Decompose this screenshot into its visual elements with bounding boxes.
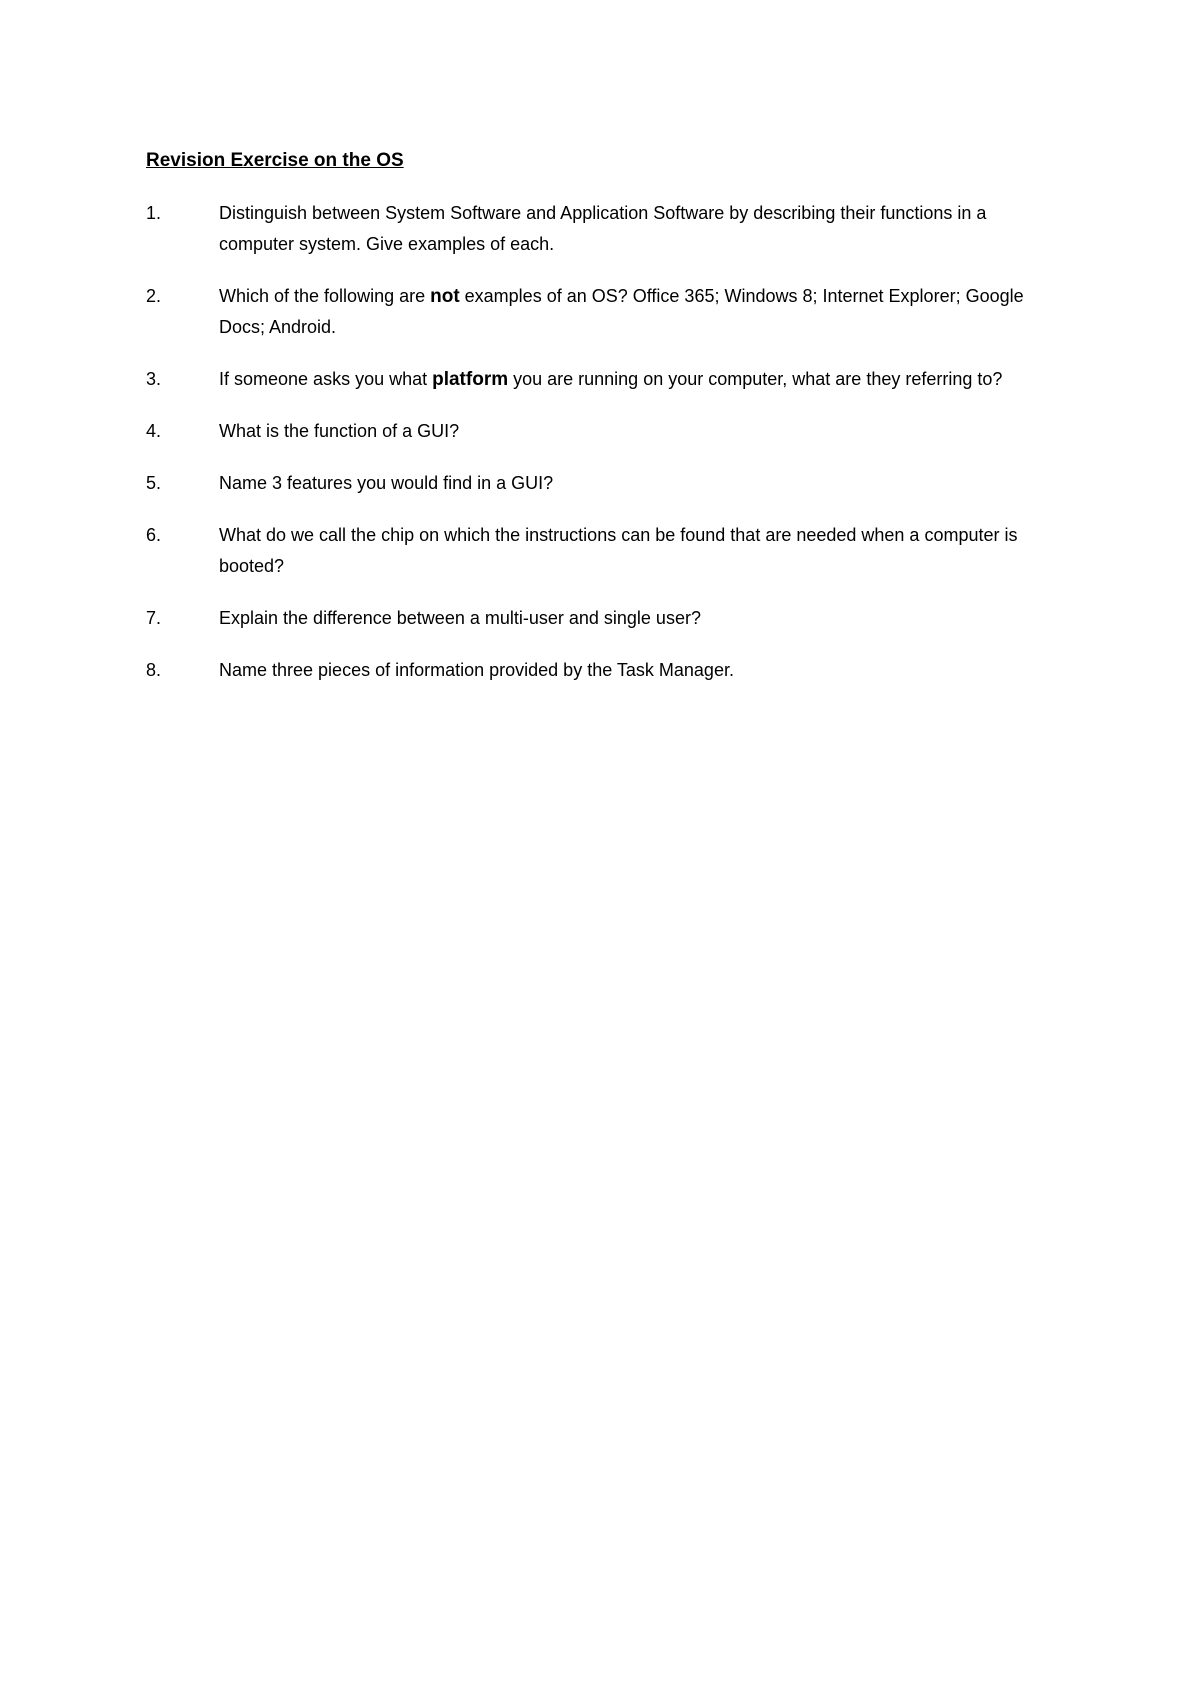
- question-number: 5.: [146, 473, 162, 493]
- question-text: What is the function of a GUI?: [219, 421, 460, 441]
- question-7: [146, 603, 1066, 634]
- question-list: [146, 198, 1066, 686]
- question-number: 4.: [146, 421, 162, 441]
- question-2: [146, 281, 1066, 343]
- question-text-before: If someone asks you what: [219, 369, 433, 389]
- question-number: 8.: [146, 660, 162, 680]
- question-text-after: you are running on your computer, what are they referring to?: [508, 369, 1003, 389]
- question-3: [146, 364, 1066, 395]
- question-emphasis-platform: platform: [432, 369, 509, 390]
- document-title: Revision Exercise on the OS: [146, 150, 404, 171]
- question-text-before: Which of the following are: [219, 286, 431, 306]
- question-8: [146, 655, 1066, 686]
- question-1: [146, 198, 1066, 260]
- question-text: Name 3 features you would find in a GUI?: [219, 473, 554, 493]
- question-5: [146, 468, 1066, 499]
- question-4: [146, 416, 1066, 447]
- question-emphasis-not: not: [430, 286, 460, 307]
- question-text-after: examples of an OS? Office 365; Windows 8; Internet Explorer; Google Docs; Android.: [219, 286, 1024, 337]
- question-number: 6.: [146, 525, 162, 545]
- question-number: 2.: [146, 286, 162, 306]
- question-6: [146, 520, 1066, 582]
- document-content: [146, 146, 1066, 707]
- question-text: Distinguish between System Software and Application Software by describing their functions in a computer system. Give examples of each.: [219, 203, 987, 254]
- question-text: [219, 281, 1066, 343]
- question-text: What do we call the chip on which the instructions can be found that are needed when a computer is booted?: [219, 525, 1018, 576]
- question-number: 3.: [146, 369, 162, 389]
- question-text: Explain the difference between a multi-user and single user?: [219, 608, 701, 628]
- question-text: [219, 364, 1066, 395]
- question-number: 1.: [146, 203, 162, 223]
- question-text: Name three pieces of information provided by the Task Manager.: [219, 660, 734, 680]
- question-number: 7.: [146, 608, 162, 628]
